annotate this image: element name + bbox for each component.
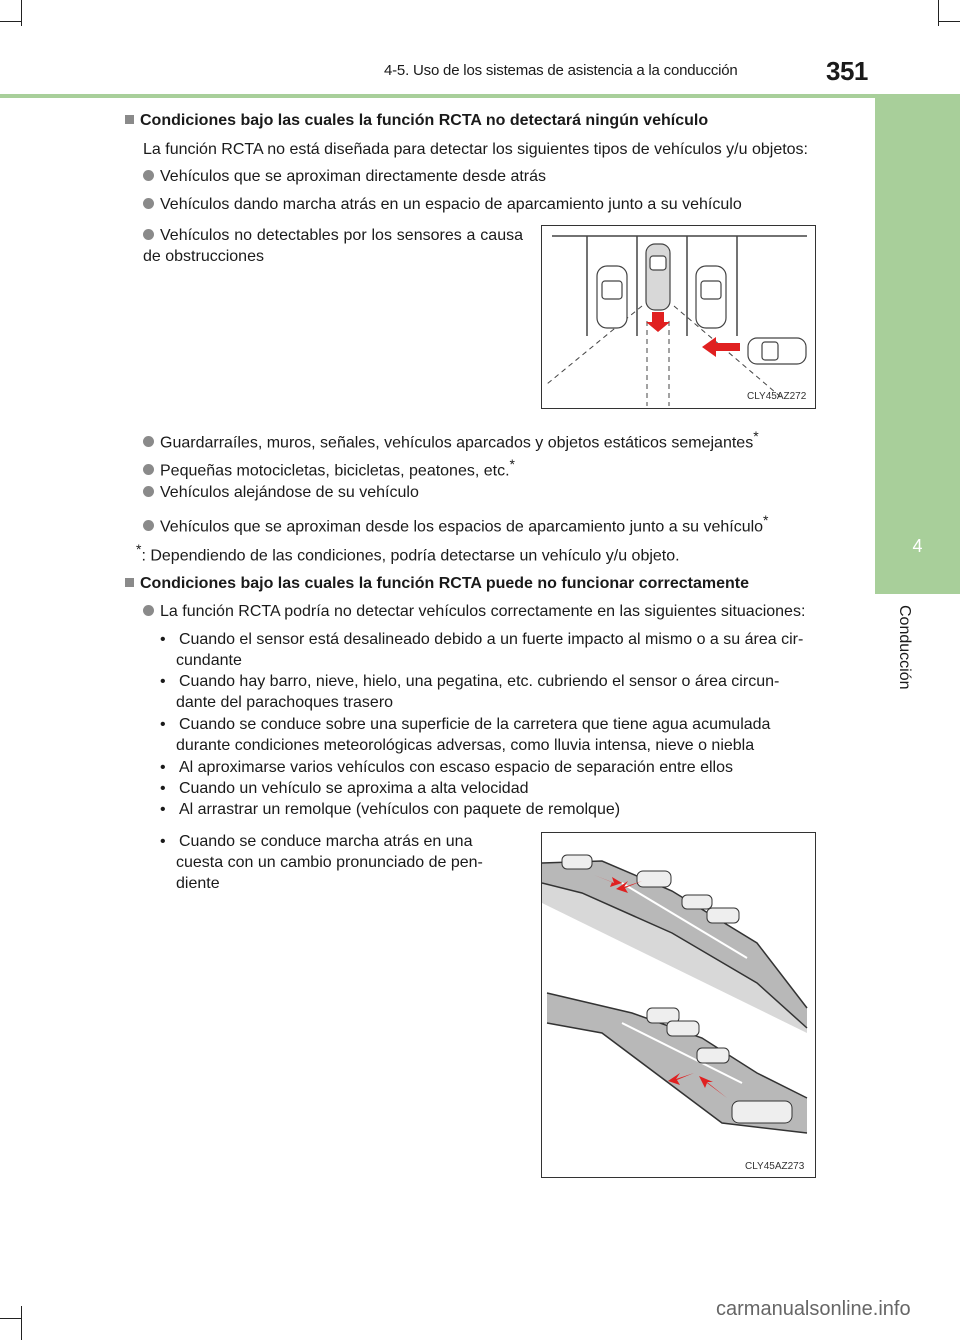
crop-mark [938,0,939,26]
list-item: Vehículos no detectables por los sensores a causa de obstrucciones [143,227,523,265]
square-bullet-icon [125,578,134,587]
footnote: *: Dependiendo de las condiciones, podría detectarse un vehículo y/u objeto. [136,541,680,565]
bullet-icon [143,170,154,181]
page-number: 351 [826,56,868,86]
crop-mark [21,1306,22,1340]
sub-item-cont: durante condiciones meteorológicas adversas, como lluvia intensa, nieve o niebla [176,737,755,754]
intro-text: La función RCTA no está diseñada para detectar los siguientes tipos de vehículos y/u objetos: [143,141,808,158]
sub-item: • Al aproximarse varios vehículos con escaso espacio de separación entre ellos [160,759,734,776]
bullet-icon [143,198,154,209]
sub-item-cont: cuesta con un cambio pronunciado de pen- [176,854,483,871]
square-bullet-icon [125,115,134,124]
list-item: La función RCTA podría no detectar vehículos correctamente en las siguientes situaciones: [143,601,805,622]
header-rule [0,94,960,98]
watermark: carmanualsonline.info [716,1298,911,1320]
sub-item-cont: dante del parachoques trasero [176,694,394,711]
section-heading: Condiciones bajo las cuales la función RCTA puede no funcionar correctamente [125,573,749,594]
bullet-icon [143,229,154,240]
parking-illustration [542,226,815,408]
sub-item: • Cuando se conduce sobre una superficie de la carretera que tiene agua acumulada [160,716,771,733]
sub-item-cont: cundante [176,652,242,669]
sub-item: • Cuando un vehículo se aproxima a alta velocidad [160,780,529,797]
list-item: Pequeñas motocicletas, bicicletas, peatones, etc.* [143,454,515,481]
list-item: Guardarraíles, muros, señales, vehículos aparcados y objetos estáticos semejantes* [143,426,759,453]
list-item: Vehículos que se aproximan directamente desde atrás [143,166,546,187]
crop-mark [0,21,22,22]
crop-mark [938,21,960,22]
sub-item-cont: diente [176,875,220,892]
section-heading: Condiciones bajo las cuales la función RCTA no detectará ningún vehículo [125,110,708,131]
bullet-icon [143,436,154,447]
chapter-tab [875,96,960,594]
sub-item: • Cuando se conduce marcha atrás en una [160,833,473,850]
list-item: Vehículos que se aproximan desde los espacios de aparcamiento junto a su vehículo* [143,510,769,537]
crop-mark [0,1318,22,1319]
slope-illustration [542,833,815,1177]
bullet-icon [143,464,154,475]
figure-code: CLY45AZ272 [747,391,807,402]
list-item: Vehículos dando marcha atrás en un espacio de aparcamiento junto a su vehículo [143,194,742,215]
figure-code: CLY45AZ273 [745,1161,805,1172]
bullet-icon [143,605,154,616]
sub-item: • Cuando el sensor está desalineado debido a un fuerte impacto al mismo o a su área cir- [160,631,804,648]
crop-mark [21,0,22,26]
sub-item: • Cuando hay barro, nieve, hielo, una pegatina, etc. cubriendo el sensor o área circun- [160,673,780,690]
sub-item: • Al arrastrar un remolque (vehículos con paquete de remolque) [160,801,621,818]
chapter-number: 4 [912,536,923,556]
section-title: 4-5. Uso de los sistemas de asistencia a la conducción [384,62,738,79]
chapter-label: Conducción [896,605,913,690]
bullet-icon [143,486,154,497]
list-item: Vehículos alejándose de su vehículo [143,482,419,503]
slope-figure [541,832,816,1178]
parking-figure [541,225,816,409]
bullet-icon [143,520,154,531]
